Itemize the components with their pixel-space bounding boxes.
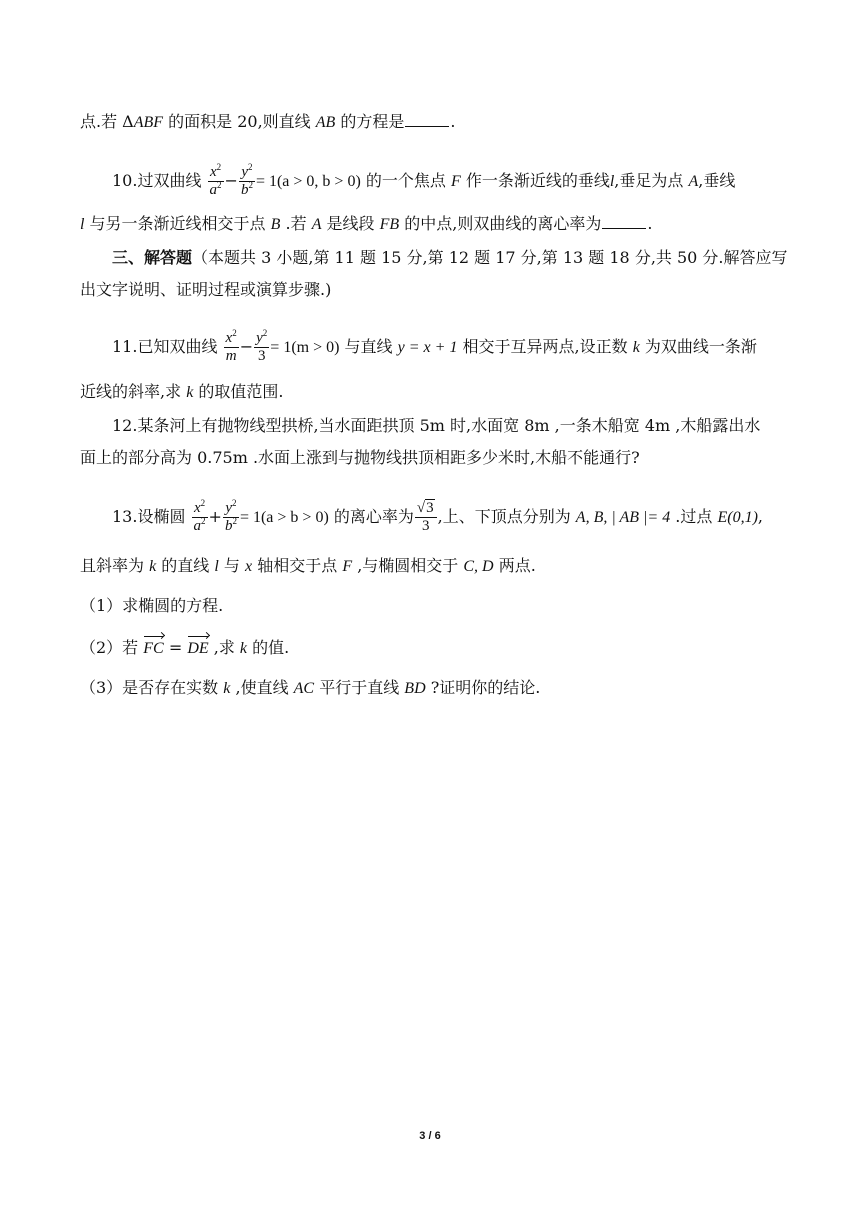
- section-heading: 三、解答题: [112, 248, 193, 267]
- q11-line2: 近线的斜率,求 k 的取值范围.: [80, 382, 284, 401]
- q10-line2: l 与另一条渐近线相交于点 B .若 A 是线段 FB 的中点,则双曲线的离心率为 .: [80, 214, 653, 233]
- q13-eccentricity: $\frac{√3}{3}$: [415, 500, 437, 535]
- q9-triangle: ABF: [133, 114, 164, 131]
- page-number: 3 / 6: [419, 1130, 441, 1142]
- section-note: （本题共 3 小题,第 11 题 15 分,第 12 题 17 分,第 13 题 18 分,共 50 分.解答应写: [192, 248, 788, 267]
- q13-sub3: （3）是否存在实数 k ,使直线 AC 平行于直线 BD ?证明你的结论.: [80, 678, 541, 697]
- vector-de: DE: [187, 640, 209, 657]
- q9-text: 点.若 Δ: [80, 112, 134, 131]
- section3-line2: [80, 280, 860, 300]
- q10-frac-x: $\frac{x^2}{a^2}$: [209, 162, 222, 198]
- q12-text: 12.某条河上有抛物线型拱桥,当水面距拱顶 5m 时,水面宽 8m ,一条木船宽 4m ,木船露出水: [112, 416, 761, 435]
- q13-line2: 且斜率为 k 的直线 l 与 x 轴相交于点 F ,与椭圆相交于 C, D 两点.: [80, 556, 536, 575]
- q10-frac-y: $\frac{y^2}{b^2}$: [240, 162, 253, 198]
- q11-line1: 11.已知双曲线 $\frac{x^2}{m}$ − $\frac{y^2}{3}$ = 1(m > 0) 与直线 y = x + 1 相交于互异两点,设正数 k 为双曲线一条渐: [112, 328, 757, 364]
- vector-fc: FC: [143, 640, 164, 657]
- q10-line1: 10.过双曲线 $\frac{x^2}{a^2}$ − $\frac{y^2}{b^2}$ = 1(a > 0, b > 0) 的一个焦点 F 作一条渐近线的垂线l,垂足为点 A,垂线: [112, 162, 736, 198]
- q13-number: 13.设椭圆: [112, 507, 186, 526]
- q11-number: 11.已知双曲线: [112, 337, 218, 356]
- q10-number: 10.过双曲线: [112, 171, 202, 190]
- q12-text: 面上的部分高为 0.75m .水面上涨到与抛物线拱顶相距多少米时,木船不能通行?: [80, 448, 640, 467]
- q10-equation: = 1(a > 0, b > 0): [255, 173, 361, 190]
- q13-frac-y: $\frac{y^2}{b^2}$: [224, 498, 237, 534]
- q11-frac-x: $\frac{x^2}{m}$: [225, 328, 237, 364]
- q12-line1: [112, 416, 860, 436]
- q9-text: 的面积是 20,则直线: [163, 112, 316, 131]
- q13-sub2: （2）若 FC = DE ,求 k 的值.: [80, 638, 290, 657]
- q11-frac-y: $\frac{y^2}{3}$: [256, 328, 268, 364]
- q9-text: 的方程是: [335, 112, 405, 131]
- q13-sub1: （1）求椭圆的方程.: [80, 596, 224, 615]
- q13-frac-x: $\frac{x^2}{a^2}$: [193, 498, 206, 534]
- q9-tail-line: 点.若 ΔABF 的面积是 20,则直线 AB 的方程是 .: [80, 112, 456, 131]
- q9-line-ab: AB: [315, 114, 336, 131]
- answer-blank: [602, 214, 646, 229]
- answer-blank: [405, 112, 449, 127]
- q12-line2: [80, 448, 860, 468]
- q11-line-eq: y = x + 1: [397, 339, 458, 356]
- section-note: 出文字说明、证明过程或演算步骤.): [80, 280, 332, 299]
- q13-line1: 13.设椭圆 $\frac{x^2}{a^2}$ + $\frac{y^2}{b^2}$ = 1(a > b > 0) 的离心率为 $\frac{√3}{3}$ ,上、下顶点分别为 A, B, | AB |= 4 .过点 E(0,1),: [112, 498, 763, 534]
- section3-line1: [112, 248, 860, 268]
